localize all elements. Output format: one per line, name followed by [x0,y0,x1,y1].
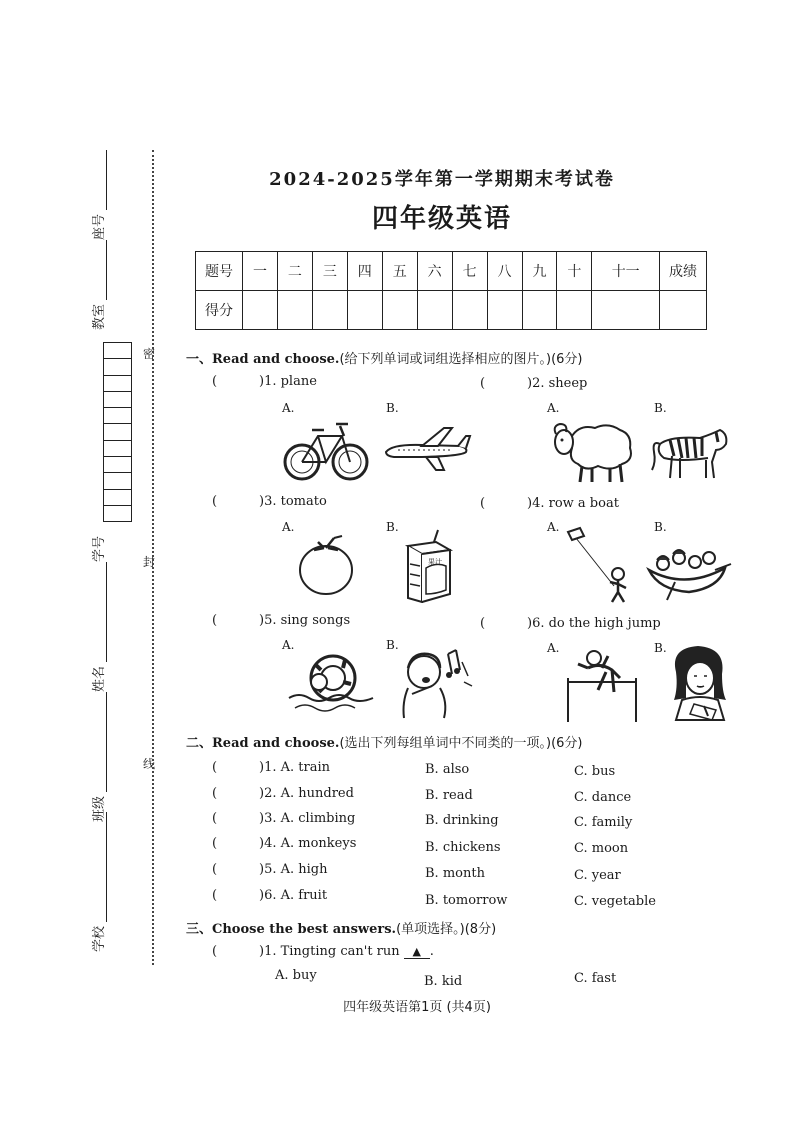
section2-heading: 二、Read and choose.(选出下列每组单词中不同类的一项。)(6分) [186,736,583,751]
page-footer: 四年级英语第1页 (共4页) [343,1000,491,1015]
question-5: )5. sing songs [259,613,351,628]
option-a: A. buy [275,968,317,983]
answer-paren[interactable]: ( [480,496,486,511]
answer-paren[interactable]: ( [480,376,486,391]
option-a-label: A. [282,401,295,415]
score-header-cell: 八 [487,252,522,291]
kite-flying-picture [558,526,638,606]
option-b: B. tomorrow [425,893,508,908]
student-number-label: 学号 [92,535,107,562]
class-label: 班级 [88,692,107,822]
option-c: C. dance [574,790,632,805]
score-cell[interactable] [417,291,452,330]
option-b-label: B. [386,520,399,534]
option-a: )1. A. train [259,760,330,775]
question-2: )2. sheep [527,376,588,391]
singing-picture [392,646,474,720]
answer-paren[interactable]: ( [212,944,218,959]
score-header-cell: 五 [382,252,417,291]
option-b: B. drinking [425,813,499,828]
score-cell[interactable] [312,291,347,330]
score-header-cell: 六 [417,252,452,291]
exam-title: 2024-2025学年第一学期期末考试卷 [269,169,615,190]
seal-char-xian: 线 [143,757,156,771]
score-header-row [196,252,707,291]
option-a: )2. A. hundred [259,786,354,801]
option-c: C. family [574,815,633,830]
option-a: )4. A. monkeys [259,836,357,851]
option-b-label: B. [386,401,399,415]
score-cell[interactable] [487,291,522,330]
answer-paren[interactable]: ( [212,862,218,877]
question-4: )4. row a boat [527,496,619,511]
tiger-picture [650,422,730,482]
score-header-cell: 十一 [592,252,660,291]
sheep-picture [550,416,635,486]
answer-paren[interactable]: ( [212,494,218,509]
score-row-label: 得分 [196,291,243,330]
score-header-cell: 三 [312,252,347,291]
juice-box-text: 果汁 [428,558,442,566]
question-1: )1. plane [259,374,317,389]
option-b-label: B. [386,638,399,652]
answer-paren[interactable]: ( [212,374,218,389]
score-cell[interactable] [592,291,660,330]
option-b: B. kid [424,974,463,989]
score-cell[interactable] [382,291,417,330]
option-b: B. month [425,866,485,881]
writing-girl-picture [664,640,736,722]
option-c: C. year [574,868,621,883]
option-a-label: A. [547,401,560,415]
option-a: )5. A. high [259,862,328,877]
high-jump-picture [562,648,642,722]
option-a: )3. A. climbing [259,811,356,826]
score-input-row [196,291,707,330]
option-c: C. vegetable [574,894,656,909]
answer-paren[interactable]: ( [212,760,218,775]
seat-number-label: 座号 [88,150,107,240]
option-b: B. read [425,788,473,803]
binding-dotted-line [152,150,154,965]
score-header-cell: 一 [243,252,278,291]
option-a-label: A. [282,638,295,652]
section1-heading: 一、Read and choose.(给下列单词或词组选择相应的图片。)(6分) [186,352,583,367]
score-header-cell: 九 [522,252,557,291]
section3-heading: 三、Choose the best answers.(单项选择。)(8分) [186,922,497,937]
answer-blank[interactable]: ▲ [404,945,430,959]
option-a-label: A. [547,641,560,655]
score-cell[interactable] [277,291,312,330]
question-3: )3. tomato [259,494,327,509]
section2-instruction: (选出下列每组单词中不同类的一项。)(6分) [339,736,583,751]
score-header-cell: 四 [347,252,382,291]
juice-box-picture [400,528,455,603]
score-cell[interactable] [243,291,278,330]
option-c: C. moon [574,841,629,856]
option-b-label: B. [654,641,667,655]
answer-paren[interactable]: ( [212,811,218,826]
option-a: )6. A. fruit [259,888,328,903]
section1-instruction: (给下列单词或词组选择相应的图片。)(6分) [339,352,583,367]
option-b-label: B. [654,520,667,534]
rowing-boat-picture [645,540,733,602]
score-header-cell: 成绩 [660,252,707,291]
name-label: 姓名 [88,562,107,692]
seal-char-feng: 封 [143,555,156,569]
bicycle-picture [282,416,372,484]
option-a-label: A. [547,520,560,534]
answer-paren[interactable]: ( [212,888,218,903]
option-b: B. chickens [425,840,501,855]
option-a-label: A. [282,520,295,534]
answer-paren[interactable]: ( [212,836,218,851]
score-header-cell: 题号 [196,252,243,291]
score-cell[interactable] [452,291,487,330]
answer-paren[interactable]: ( [480,616,486,631]
score-cell[interactable] [660,291,707,330]
score-header-cell: 十 [557,252,592,291]
question-6: )6. do the high jump [527,616,661,631]
score-table [195,251,707,330]
school-label: 学校 [88,812,107,952]
swimming-picture [285,648,377,716]
tomato-picture [298,534,358,596]
option-b-label: B. [654,401,667,415]
score-cell[interactable] [522,291,557,330]
airplane-picture [382,424,472,474]
option-c: C. bus [574,764,616,779]
section3-instruction: (单项选择。)(8分) [396,922,497,937]
score-cell[interactable] [557,291,592,330]
answer-paren[interactable]: ( [212,613,218,628]
score-cell[interactable] [347,291,382,330]
question-1: )1. Tingting can't run ▲ . [259,944,434,959]
seal-char-mi: 密 [143,347,156,361]
option-c: C. fast [574,971,617,986]
classroom-label: 教室 [88,240,107,330]
answer-paren[interactable]: ( [212,786,218,801]
exam-subtitle: 四年级英语 [371,204,512,234]
score-header-cell: 七 [452,252,487,291]
student-id-grid[interactable] [103,342,132,522]
score-header-cell: 二 [277,252,312,291]
option-b: B. also [425,762,470,777]
